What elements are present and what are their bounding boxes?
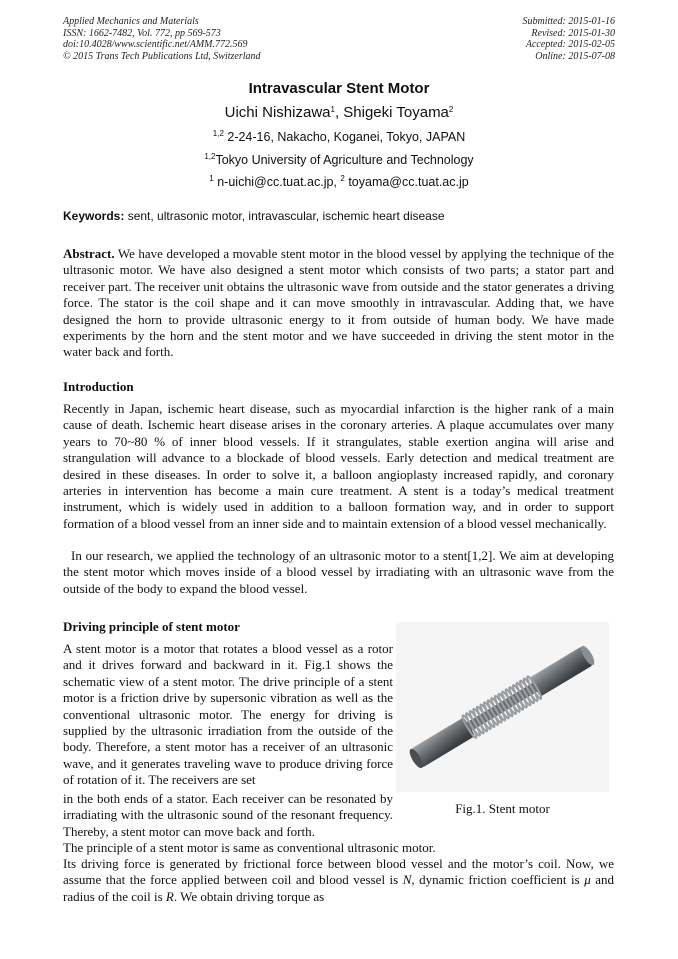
affiliation-sup: 1,2 (204, 152, 216, 161)
abstract-label: Abstract. (63, 246, 115, 261)
driving-paragraph-1b: in the both ends of a stator. Each receiver can be resonated by irradiating with the ultrasonic sound of the resonant frequency. Thereby, a stent motor can move back and forth. (63, 791, 393, 839)
email-2: toyama@cc.tuat.ac.jp (344, 175, 469, 189)
introduction-heading: Introduction (63, 379, 134, 394)
driving-paragraph-2: The principle of a stent motor is same as conventional ultrasonic motor. (63, 840, 436, 855)
issn-line: ISSN: 1662-7482, Vol. 772, pp 569-573 (63, 27, 221, 39)
affiliation-university (0, 153, 678, 167)
revised-date: Revised: 2015-01-30 (531, 27, 615, 39)
keywords (63, 209, 623, 223)
driving-principle-heading: Driving principle of stent motor (63, 619, 240, 634)
journal-info (63, 16, 261, 62)
author-2: , Shigeki Toyama (334, 104, 449, 121)
paragraph-text: , dynamic friction coefficient is (411, 872, 585, 888)
paper-title: Intravascular Stent Motor (248, 80, 430, 97)
keywords-label: Keywords: (63, 209, 125, 223)
doi-line: doi:10.4028/www.scientific.net/AMM.772.569 (63, 39, 248, 50)
author-1: Uichi Nishizawa (224, 104, 331, 121)
address-text: 2-24-16, Nakacho, Koganei, Tokyo, JAPAN (223, 130, 466, 144)
variable-mu: μ (584, 872, 591, 888)
paragraph-text: Its driving force is generated by frictional force between blood vessel and the motor’s coil. Now, we assume that the force applied between coil and blood vessel is (63, 856, 614, 888)
author-emails (0, 175, 678, 189)
journal-name: Applied Mechanics and Materials (63, 16, 199, 27)
university-text: Tokyo University of Agriculture and Technology (215, 153, 474, 167)
email-1: n-uichi@cc.tuat.ac.jp, (213, 175, 341, 189)
email-sup: 1 (209, 174, 214, 183)
submission-dates (523, 16, 616, 62)
accepted-date: Accepted: 2015-02-05 (525, 39, 615, 50)
driving-paragraph-3 (63, 856, 614, 905)
introduction-paragraph-1: Recently in Japan, ischemic heart disease, such as myocardial infarction is the higher rank of a main cause of death. Ischemic heart disease arises in the coronary arteries. A plaque accumulates over many years to 70~80 % of inner blood vessels. If it strangulates, stable exertion angina will arise and strangulation will advance to a blockade of blood vessels. Early detection and medical treatment are desired in these diseases. In order to solve it, a balloon angioplasty increased rapidly, and coronary arteries in intervention has become a main cure treatment. A stent is a today’s medical treatment instrument, which is widely used in addition to a balloon formation way, and in order to support formation of a blood vessel from an inner side and to maintain extension of a blood vessel mechanically. (63, 401, 614, 531)
stent-motor-image (396, 622, 609, 792)
stent-motor-figure (396, 622, 609, 792)
paragraph-text: and radius of the coil is (63, 872, 615, 904)
variable-n: N (402, 872, 412, 888)
email-sup: 2 (340, 174, 345, 183)
abstract-text: We have developed a movable stent motor in the blood vessel by applying the technique of the ultrasonic motor. We have also designed a stent motor which consists of two parts; a stator part and receiver part. The receiver unit obtains the ultrasonic wave from outside and the stator generates a driving force. The stator is the coil shape and it can move smoothly in intravascular. Adding that, we have designed the horn to provide ultrasonic energy to it from outside of human body. We have made experiments by the horn and the stent motor and we have succeeded in driving the stent motor in the water back and forth. (63, 246, 614, 360)
author-1-affil: 1 (330, 105, 335, 114)
figure-caption: Fig.1. Stent motor (455, 801, 550, 816)
online-date: Online: 2015-07-08 (535, 50, 615, 62)
variable-r: R (165, 888, 174, 904)
abstract (63, 246, 614, 361)
author-list (0, 104, 678, 121)
affiliation-address (0, 130, 678, 144)
submitted-date: Submitted: 2015-01-16 (522, 16, 615, 27)
paragraph-text: . We obtain driving torque as (173, 888, 325, 904)
affiliation-sup: 1,2 (212, 129, 224, 138)
copyright-line: © 2015 Trans Tech Publications Ltd, Switzerland (63, 50, 261, 62)
keywords-text: sent, ultrasonic motor, intravascular, ischemic heart disease (124, 209, 445, 223)
introduction-paragraph-2: In our research, we applied the technology of an ultrasonic motor to a stent[1,2]. We aim at developing the stent motor which moves inside of a blood vessel by irradiating with an ultrasonic wave from the outside of the body to expand the blood vessel. (63, 548, 614, 596)
driving-paragraph-1a: A stent motor is a motor that rotates a blood vessel as a rotor and it drives forward and backward in it. Fig.1 shows the schematic view of a stent motor. The drive principle of a stent motor is a friction drive by supersonic vibration as well as the conventional ultrasonic motor. The energy for driving is supplied by the ultrasonic irradiation from the outside of the body. Therefore, a stent motor has a receiver of an ultrasonic wave, and it generates traveling wave to produce driving force of rotation of it. The receivers are set (63, 641, 393, 788)
author-2-affil: 2 (448, 105, 454, 114)
